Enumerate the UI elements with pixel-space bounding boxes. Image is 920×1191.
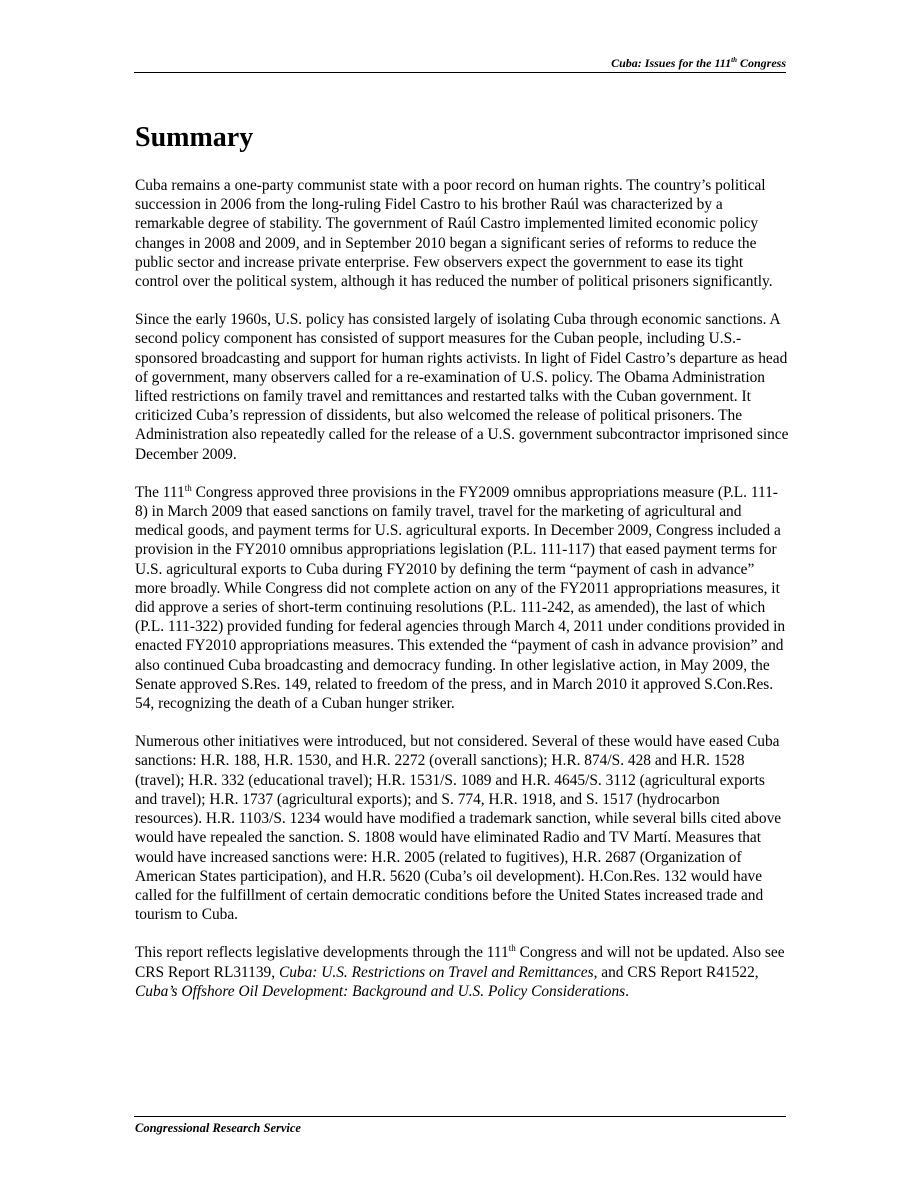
- footer-text: Congressional Research Service: [135, 1121, 301, 1135]
- report-title-r41522: Cuba’s Offshore Oil Development: Background and U.S. Policy Considerations: [135, 982, 626, 1000]
- running-title-sup: th: [731, 56, 737, 64]
- summary-body: [135, 176, 789, 1020]
- report-title-rl31139: Cuba: U.S. Restrictions on Travel and Remittances: [278, 963, 594, 981]
- page-title: Summary: [135, 122, 254, 153]
- paragraph-4: Numerous other initiatives were introduced, but not considered. Several of these would have eased Cuba sanctions: H.R. 188, H.R. 1530, and H.R. 2272 (overall sanctions); H.R. 874/S. 428 and H.R. 1528 (travel); H.R. 332 (educational travel); H.R. 1531/S. 1089 and H.R. 4645/S. 3112 (agricultural exports and travel); H.R. 1737 (agricultural exports); and S. 774, H.R. 1918, and S. 1517 (hydrocarbon resources). H.R. 1103/S. 1234 would have modified a trademark sanction, while several bills cited above would have repealed the sanction. S. 1808 would have eliminated Radio and TV Martí. Measures that would have increased sanctions were: H.R. 2005 (related to fugitives), H.R. 2687 (Organization of American States participation), and H.R. 5620 (Cuba’s oil development). H.Con.Res. 132 would have called for the fulfillment of certain democratic conditions before the United States increased trade and tourism to Cuba.: [135, 733, 782, 924]
- paragraph-1: Cuba remains a one-party communist state with a poor record on human rights. The country’s political succession in 2006 from the long-ruling Fidel Castro to his brother Raúl was characterized by a remarkable degree of stability. The government of Raúl Castro implemented limited economic policy changes in 2008 and 2009, and in September 2010 began a significant series of reforms to reduce the public sector and increase private enterprise. Few observers expect the government to ease its tight control over the political system, although it has reduced the number of political prisoners significantly.: [135, 177, 773, 291]
- header-rule: [134, 72, 786, 73]
- paragraph-5-a: This report reflects legislative developments through the 111: [135, 944, 509, 962]
- footer-rule: [134, 1116, 786, 1117]
- paragraph-5: [135, 943, 789, 1001]
- paragraph-3: [135, 483, 789, 713]
- paragraph-3-sup: th: [184, 482, 192, 493]
- paragraph-2: Since the early 1960s, U.S. policy has consisted largely of isolating Cuba through economic sanctions. A second policy component has consisted of support measures for the Cuban people, including U.S.-sponsored broadcasting and support for human rights activists. In light of Fidel Castro’s departure as head of government, many observers called for a re-examination of U.S. policy. The Obama Administration lifted restrictions on family travel and remittances and restarted talks with the Cuban government. It criticized Cuba’s repression of dissidents, but also welcomed the release of political prisoners. The Administration also repeatedly called for the release of a U.S. government subcontractor imprisoned since December 2009.: [135, 311, 789, 463]
- running-header: [611, 56, 786, 71]
- running-title-pre: Cuba: Issues for the 111: [611, 56, 732, 70]
- paragraph-5-sup: th: [508, 943, 516, 954]
- paragraph-5-b: Congress and will not be updated. Also see CRS Report RL31139,: [135, 944, 785, 981]
- paragraph-3-pre: The 111: [135, 483, 185, 501]
- paragraph-5-d: .: [625, 982, 630, 1000]
- paragraph-3-post: Congress approved three provisions in the FY2009 omnibus appropriations measure (P.L. 111-8) in March 2009 that eased sanctions on family travel, travel for the marketing of agricultural and medical goods, and payment terms for U.S. agricultural exports. In December 2009, Congress included a provision in the FY2010 omnibus appropriations legislation (P.L. 111-117) that eased payment terms for U.S. agricultural exports to Cuba during FY2010 by defining the term “payment of cash in advance” more broadly. While Congress did not complete action on any of the FY2011 appropriations measures, it did approve a series of short-term continuing resolutions (P.L. 111-242, as amended), the last of which (P.L. 111-322) provided funding for federal agencies through March 4, 2011 under conditions provided in enacted FY2010 appropriations measures. This extended the “payment of cash in advance provision” and also continued Cuba broadcasting and democracy funding. In other legislative action, in May 2009, the Senate approved S.Res. 149, related to freedom of the press, and in March 2010 it approved S.Con.Res. 54, recognizing the death of a Cuban hunger striker.: [135, 483, 786, 713]
- paragraph-5-c: , and CRS Report R41522,: [593, 963, 759, 981]
- running-title-post: Congress: [736, 56, 786, 70]
